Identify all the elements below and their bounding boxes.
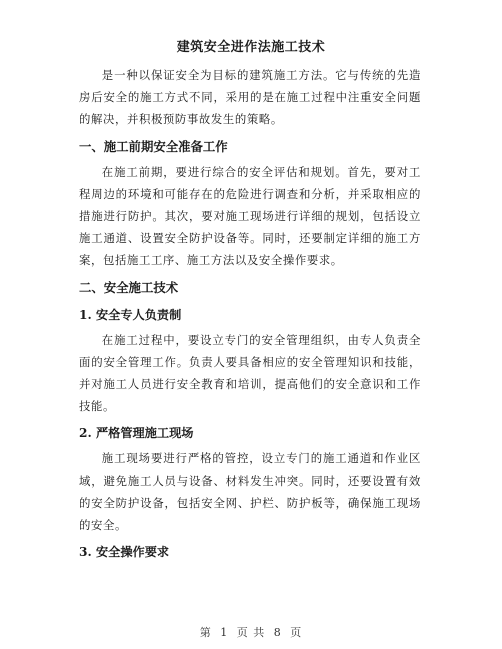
footer-total-pages: 8	[273, 626, 282, 639]
footer-page-number: 1	[220, 626, 229, 639]
subsection-2-paragraph: 施工现场要进行严格的管控，设立专门的施工通道和作业区域，避免施工人员与设备、材料发生冲突。同时，还要设置有效的安全防护设备，包括安全网、护栏、防护板等，确保施工现场的安全。	[79, 451, 421, 533]
document-title: 建筑安全进作法施工技术	[176, 40, 326, 55]
subsection-1-heading: 1. 安全专人负责制	[79, 307, 182, 322]
subsection-3-heading: 3. 安全操作要求	[79, 545, 170, 560]
section-1-heading: 一、施工前期安全准备工作	[79, 138, 228, 154]
subsection-2-heading: 2. 严格管理施工现场	[79, 426, 194, 441]
footer-prefix: 第	[199, 626, 212, 639]
subsection-1-paragraph: 在施工过程中，要设立专门的安全管理组织，由专人负责全面的安全管理工作。负责人要具备相应的安全管理知识和技能，并对施工人员进行安全教育和培训，提高他们的安全意识和工作技能。	[79, 332, 421, 414]
section-2-heading: 二、安全施工技术	[79, 279, 179, 295]
footer-suffix: 页	[290, 626, 303, 639]
section-1-paragraph: 在施工前期，要进行综合的安全评估和规划。首先，要对工程周边的环境和可能存在的危险进行调查和分析，并采取相应的措施进行防护。其次，要对施工现场进行详细的规划，包括设立施工通道、设置安全防护设备等。同时，还要制定详细的施工方案，包括施工工序、施工方法以及安全操作要求。	[79, 164, 421, 268]
footer-middle: 页 共	[236, 626, 266, 639]
intro-paragraph: 是一种以保证安全为目标的建筑施工方法。它与传统的先造房后安全的施工方式不同，采用的是在施工过程中注重安全问题的解决，并积极预防事故发生的策略。	[79, 68, 421, 127]
document-body	[79, 64, 421, 566]
page-footer	[0, 624, 502, 640]
